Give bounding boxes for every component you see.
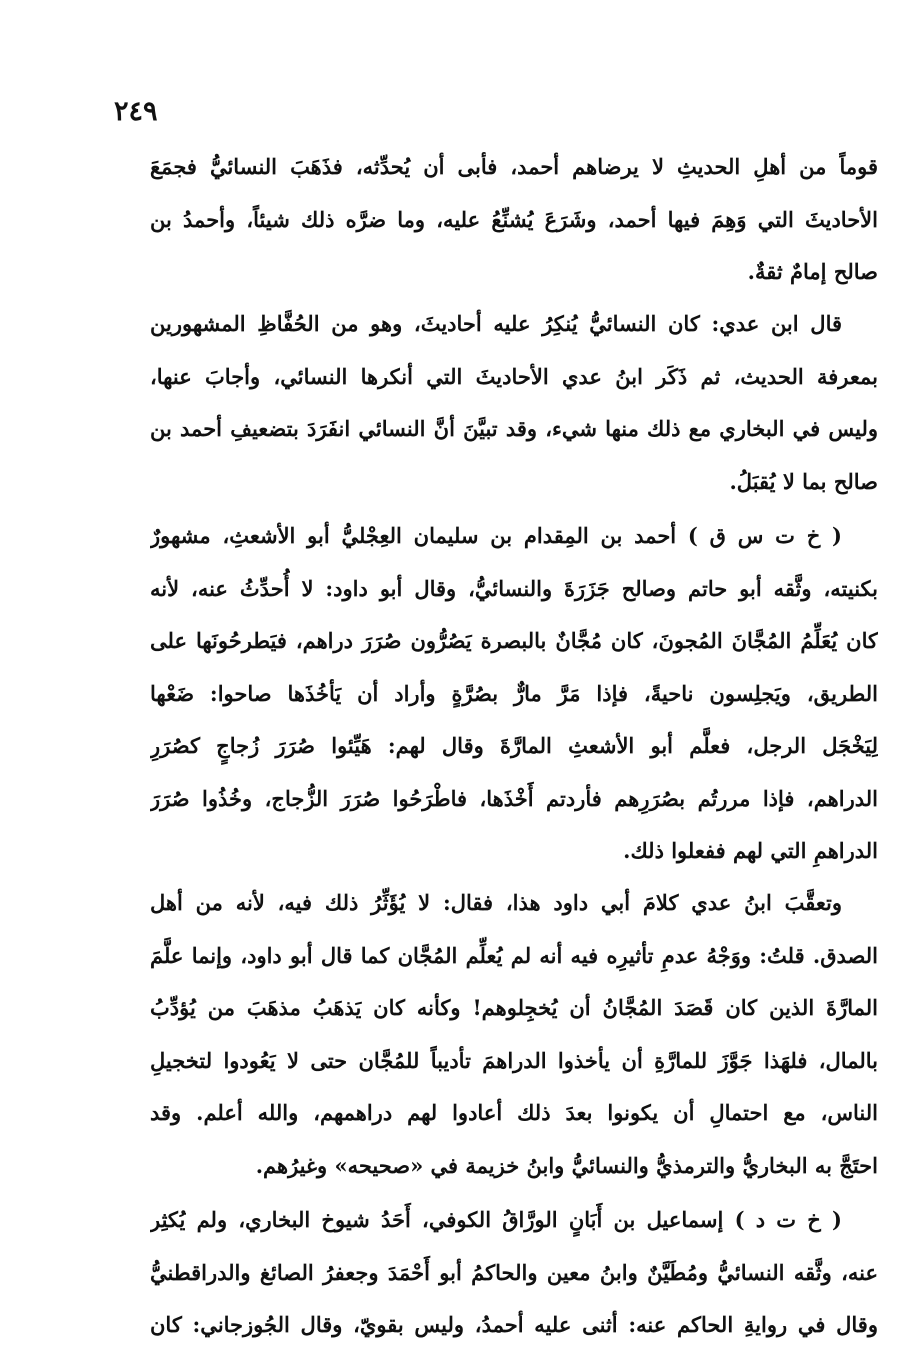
paragraph-4: [150, 877, 878, 1192]
text-line: وقال في روايةِ الحاكم عنه: أثنى عليه أحمدُ، وليس بقويّ، وقال الجُوزجاني: كان: [150, 1312, 878, 1337]
text-line: بكنيته، وثَّقه أبو حاتم وصالح جَزَرَةَ والنسائيُّ، وقال أبو داود: لا أُحدِّثُ عنه، لأنه: [150, 575, 878, 601]
text-line: المارَّةَ الذين كان قَصَدَ المُجَّانُ أن يُخجِلوهم! وكأنه كان يَذهَبُ مذهَبَ من يُؤدِّبُ: [150, 995, 878, 1020]
paragraph-1: [150, 141, 878, 299]
text-line: صالح بما لا يُقبَلُ.: [729, 468, 878, 494]
text-line: احتَجَّ به البخاريُّ والترمذيُّ والنسائيُّ وابنُ خزيمة في «صحيحه» وغيرُهم.: [255, 1152, 878, 1178]
text-line: الدراهم، فإذا مررتُم بصُرَرِهم فأردتم أَخْذَها، فاطْرَحُوا صُرَرَ الزُّجاج، وخُذُوا صُرَرَ: [150, 785, 878, 811]
text-line: الدراهمِ التي لهم ففعلوا ذلك.: [623, 838, 878, 863]
text-line: وتعقَّبَ ابنُ عدي كلامَ أبي داود هذا، فقال: لا يُؤَثِّرُ ذلك فيه، لأنه من أهل: [150, 890, 842, 915]
text-line: الأحاديثَ التي وَهِمَ فيها أحمد، وشَرَعَ يُشنِّعُ عليه، وما ضرَّه ذلك شيئاً، وأحمدُ بن: [150, 206, 878, 232]
text-line: وليس في البخاري مع ذلك منها شيء، وقد تبيَّنَ أنَّ النسائي انفَرَدَ بتضعيفِ أحمد بن: [150, 416, 878, 441]
text-line: بالمال، فلهَذا جَوَّزَ للمارَّةِ أن يأخذوا الدراهمَ تأديباً للمُجَّان حتى لا يَعُودوا لتخجيلِ: [150, 1047, 878, 1073]
paragraph-2: [150, 298, 878, 508]
paragraph-3: [150, 510, 878, 878]
text-line: بمعرفة الحديث، ثم ذَكَر ابنُ عدي الأحاديثَ التي أنكرها النسائي، وأجابَ عنها،: [150, 363, 878, 389]
text-line: عنه، وثَّقه النسائيُّ ومُطَيَّنٌ وابنُ معين والحاكمُ أبو أَحْمَدَ وجعفرُ الصائغ والدراقطنيُّ: [150, 1259, 878, 1285]
text-line: صالح إمامٌ ثقةٌ.: [747, 259, 878, 284]
text-line: قال ابن عدي: كان النسائيُّ يُنكِرُ عليه أحاديثَ، وهو من الحُفَّاظِ المشهورين: [150, 311, 843, 336]
text-line: كان يُعَلِّمُ المُجَّانَ المُجونَ، كان مُجَّانٌ بالبصرة يَصُرُّون صُرَرَ دراهم، فيَطرحُونَها على: [150, 628, 878, 653]
text-line: لِيَخْجَل الرجل، فعلَّم أبو الأشعثِ المارَّةَ وقال لهم: هَيِّئوا صُرَرَ زُجاجٍ كصُرَرِ: [150, 733, 878, 758]
text-line: قوماً من أهلِ الحديثِ لا يرضاهم أحمد، فأبى أن يُحدِّثه، فذَهَبَ النسائيُّ فجمَعَ: [150, 154, 878, 179]
text-line: الصدق. قلتُ: ووَجْهُ عدمِ تأثيرِه فيه أنه لم يُعلِّم المُجَّان كما قال أبو داود، وإنما علَّمَ: [150, 942, 878, 968]
text-line: الطريق، ويَجلِسون ناحيةً، فإذا مَرَّ مارٌّ بصُرَّةٍ وأراد أن يَأخُذَها صاحوا: ضَعْها: [150, 680, 878, 706]
page-number: ٢٤٩: [114, 96, 158, 127]
text-line: ( خ ت د ) إسماعيل بن أَبَانٍ الورَّاقُ الكوفي، أَحَدُ شيوخ البخاري، ولم يُكثِر: [150, 1207, 842, 1232]
text-line: ( خ ت س ق ) أحمد بن المِقدام بن سليمان العِجْليُّ أبو الأشعثِ، مشهورٌ: [150, 523, 842, 548]
text-line: الناس، مع احتمالِ أن يكونوا بعدَ ذلك أعادوا لهم دراهمهم، والله أعلم. وقد: [150, 1100, 878, 1125]
paragraph-5: [150, 1194, 878, 1352]
